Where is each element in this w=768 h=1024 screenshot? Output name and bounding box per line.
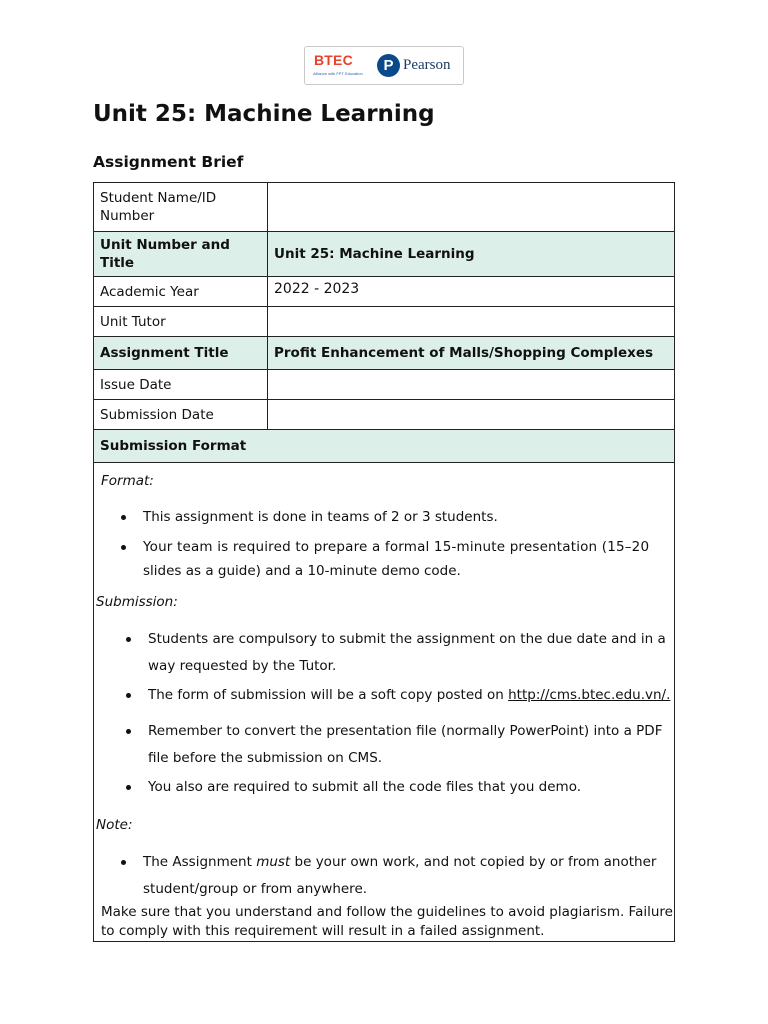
tutor-label: Unit Tutor — [94, 307, 268, 337]
list-item: You also are required to submit all the code files that you demo. — [148, 779, 582, 795]
bullet-icon — [126, 693, 131, 698]
plagiarism-note: Make sure that you understand and follow the guidelines to avoid plagiarism. Failure — [101, 904, 673, 920]
page-title: Unit 25: Machine Learning — [93, 101, 435, 127]
bullet-icon — [126, 785, 131, 790]
pearson-logo: Pearson — [403, 57, 451, 73]
table-row — [94, 277, 675, 307]
table-row — [94, 337, 675, 370]
issue-date-value — [268, 370, 675, 400]
bullet-icon — [126, 729, 131, 734]
submission-format-content — [94, 463, 675, 942]
list-item-continued: file before the submission on CMS. — [148, 750, 383, 766]
submission-heading: Submission: — [96, 594, 178, 610]
list-item-continued: way requested by the Tutor. — [148, 658, 337, 674]
tutor-value — [268, 307, 675, 337]
pearson-logo-mark: P — [383, 57, 394, 74]
assignment-title-label: Assignment Title — [94, 337, 268, 370]
submission-date-label: Submission Date — [94, 400, 268, 430]
year-value: 2022 - 2023 — [274, 280, 360, 297]
issue-date-label: Issue Date — [94, 370, 268, 400]
list-item-continued: slides as a guide) and a 10-minute demo code. — [143, 563, 461, 579]
list-item-continued: student/group or from anywhere. — [143, 881, 368, 897]
assignment-title-value: Profit Enhancement of Malls/Shopping Complexes — [268, 337, 675, 370]
btec-logo-subtitle: Alliance with FPT Education — [313, 71, 363, 76]
note-heading: Note: — [96, 817, 133, 833]
student-label: Student Name/ID Number — [94, 183, 268, 232]
table-row — [94, 430, 675, 463]
logo-banner — [304, 46, 464, 85]
table-row — [94, 463, 675, 942]
list-item: The Assignment must be your own work, and not copied by or from another — [143, 854, 657, 870]
cms-link[interactable]: http://cms.btec.edu.vn/. — [508, 687, 671, 703]
btec-logo: BTEC — [314, 52, 353, 68]
list-item: Your team is required to prepare a formal 15-minute presentation (15–20 — [143, 539, 650, 555]
assignment-brief-table — [93, 182, 675, 942]
year-label: Academic Year — [94, 277, 268, 307]
submission-format-label: Submission Format — [94, 430, 675, 463]
plagiarism-note-continued: to comply with this requirement will result in a failed assignment. — [101, 923, 545, 939]
list-item: This assignment is done in teams of 2 or 3 students. — [143, 509, 498, 525]
year-cell — [268, 277, 675, 307]
table-row — [94, 232, 675, 277]
section-title: Assignment Brief — [93, 153, 244, 171]
list-item: Students are compulsory to submit the assignment on the due date and in a — [148, 631, 666, 647]
table-row — [94, 307, 675, 337]
bullet-icon — [121, 860, 126, 865]
table-row — [94, 183, 675, 232]
unit-value: Unit 25: Machine Learning — [268, 232, 675, 277]
student-value — [268, 183, 675, 232]
submission-date-value — [268, 400, 675, 430]
bullet-icon — [121, 545, 126, 550]
unit-label: Unit Number and Title — [94, 232, 268, 277]
pearson-logo-icon — [377, 54, 400, 77]
bullet-icon — [121, 515, 126, 520]
list-item: The form of submission will be a soft copy posted on http://cms.btec.edu.vn/. — [148, 687, 671, 703]
format-heading: Format: — [101, 473, 154, 489]
table-row — [94, 370, 675, 400]
list-item: Remember to convert the presentation file (normally PowerPoint) into a PDF — [148, 723, 663, 739]
table-row — [94, 400, 675, 430]
bullet-icon — [126, 637, 131, 642]
